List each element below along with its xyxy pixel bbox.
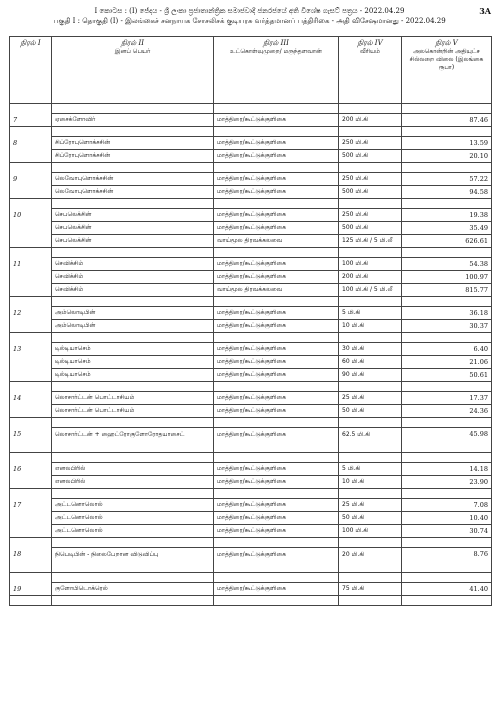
header-line-sinhala: I කොටස : (I) ජේදය - ශ්‍රී ලංකා ප්‍රජාතාන්ත්‍රික සමාජවාදී ජනරජයේ අති විශේෂ ගැසට් පත්‍රය - 2022.04.29 xyxy=(94,7,405,15)
spacer-cell xyxy=(402,453,492,463)
spacer-row xyxy=(10,382,492,392)
item-number: 17 xyxy=(10,499,52,512)
table-body xyxy=(10,104,492,606)
strength: 500 மி.கி xyxy=(339,186,402,199)
spacer-cell xyxy=(52,127,214,137)
spacer-row xyxy=(10,333,492,343)
max-retail-price: 36.18 xyxy=(402,307,492,320)
spacer-cell xyxy=(402,573,492,583)
spacer-row xyxy=(10,489,492,499)
drug-name: டில்டியாசெம் xyxy=(52,369,214,382)
table-row xyxy=(10,428,492,453)
item-number xyxy=(10,405,52,418)
strength: 62.5 மி.கி xyxy=(339,428,402,453)
spacer-cell xyxy=(339,538,402,548)
table-row xyxy=(10,284,492,297)
item-number xyxy=(10,476,52,489)
spacer-row xyxy=(10,199,492,209)
spacer-cell xyxy=(402,163,492,173)
item-number: 10 xyxy=(10,209,52,222)
spacer-cell xyxy=(10,418,52,428)
table-row xyxy=(10,369,492,382)
table-row xyxy=(10,343,492,356)
drug-name: எனலபிரில் xyxy=(52,476,214,489)
drug-name: செபலெக்சின் xyxy=(52,222,214,235)
max-retail-price: 21.06 xyxy=(402,356,492,369)
spacer-row xyxy=(10,297,492,307)
spacer-cell xyxy=(339,489,402,499)
dosage-form: மாத்திரை/கூட்டுக்குளிகை xyxy=(214,137,339,150)
spacer-cell xyxy=(52,163,214,173)
dosage-form: மாத்திரை/கூட்டுக்குளிகை xyxy=(214,463,339,476)
max-retail-price: 41.40 xyxy=(402,583,492,596)
spacer-cell xyxy=(339,453,402,463)
drug-name: லெவோபுளொக்சசின் xyxy=(52,186,214,199)
spacer-cell xyxy=(214,333,339,343)
dosage-form: மாத்திரை/கூட்டுக்குளிகை xyxy=(214,173,339,186)
spacer-cell xyxy=(52,199,214,209)
drug-name: குளோபிடொக்ரெல் xyxy=(52,583,214,596)
max-retail-price: 30.74 xyxy=(402,525,492,538)
item-number xyxy=(10,369,52,382)
max-retail-price: 87.46 xyxy=(402,114,492,127)
spacer-cell xyxy=(214,382,339,392)
table-row xyxy=(10,320,492,333)
item-number xyxy=(10,186,52,199)
spacer-cell xyxy=(214,453,339,463)
item-number: 9 xyxy=(10,173,52,186)
table-row xyxy=(10,307,492,320)
spacer-row xyxy=(10,573,492,583)
max-retail-price: 6.40 xyxy=(402,343,492,356)
table-header-row xyxy=(10,37,492,104)
spacer-cell xyxy=(10,573,52,583)
max-retail-price: 13.59 xyxy=(402,137,492,150)
dosage-form: மாத்திரை/கூட்டுக்குளிகை xyxy=(214,307,339,320)
dosage-form: மாத்திரை/கூட்டுக்குளிகை xyxy=(214,405,339,418)
spacer-cell xyxy=(214,163,339,173)
spacer-cell xyxy=(10,248,52,258)
max-retail-price: 50.61 xyxy=(402,369,492,382)
drug-name: அட்டனொலொல் xyxy=(52,512,214,525)
drug-name: சிப்ரோபுளொக்சசின் xyxy=(52,137,214,150)
drug-name: எனலபிரில் xyxy=(52,463,214,476)
max-retail-price: 24.36 xyxy=(402,405,492,418)
dosage-form: மாத்திரை/கூட்டுக்குளிகை xyxy=(214,548,339,573)
max-retail-price: 94.58 xyxy=(402,186,492,199)
spacer-cell xyxy=(402,418,492,428)
spacer-cell xyxy=(10,127,52,137)
dosage-form: மாத்திரை/கூட்டுக்குளிகை xyxy=(214,525,339,538)
item-number: 13 xyxy=(10,343,52,356)
table-row xyxy=(10,150,492,163)
spacer-cell xyxy=(52,596,214,606)
spacer-cell xyxy=(214,489,339,499)
column-header: நிரல் IV வீரியம் xyxy=(339,37,402,104)
strength: 100 மி.கி xyxy=(339,525,402,538)
max-retail-price: 30.37 xyxy=(402,320,492,333)
item-number xyxy=(10,150,52,163)
max-retail-price: 54.38 xyxy=(402,258,492,271)
spacer-cell xyxy=(402,297,492,307)
table-row xyxy=(10,114,492,127)
strength: 500 மி.கி xyxy=(339,150,402,163)
spacer-cell xyxy=(339,382,402,392)
spacer-cell xyxy=(214,104,339,114)
spacer-row xyxy=(10,596,492,606)
spacer-cell xyxy=(339,163,402,173)
table-row xyxy=(10,235,492,248)
table-row xyxy=(10,186,492,199)
drug-name: அம்லொடிபின் xyxy=(52,320,214,333)
spacer-cell xyxy=(339,418,402,428)
spacer-cell xyxy=(52,418,214,428)
strength: 10 மி.கி xyxy=(339,320,402,333)
strength: 125 மி.கி / 5 மி.லீ xyxy=(339,235,402,248)
item-number xyxy=(10,356,52,369)
strength: 5 மி.கி xyxy=(339,307,402,320)
strength: 25 மி.கி xyxy=(339,499,402,512)
spacer-row xyxy=(10,163,492,173)
table-row xyxy=(10,463,492,476)
spacer-row xyxy=(10,127,492,137)
strength: 30 மி.கி xyxy=(339,343,402,356)
max-retail-price: 35.49 xyxy=(402,222,492,235)
strength: 10 மி.கி xyxy=(339,476,402,489)
strength: 250 மி.கி xyxy=(339,173,402,186)
dosage-form: மாத்திரை/கூட்டுக்குளிகை xyxy=(214,476,339,489)
drug-name: அட்டனொலொல் xyxy=(52,499,214,512)
strength: 20 மி.கி xyxy=(339,548,402,573)
table-row xyxy=(10,356,492,369)
strength: 500 மி.கி xyxy=(339,222,402,235)
table-row xyxy=(10,525,492,538)
spacer-cell xyxy=(402,199,492,209)
spacer-cell xyxy=(214,199,339,209)
max-retail-price: 45.98 xyxy=(402,428,492,453)
item-number xyxy=(10,525,52,538)
item-number: 11 xyxy=(10,258,52,271)
table-row xyxy=(10,222,492,235)
item-number xyxy=(10,320,52,333)
column-header: நிரல் I xyxy=(10,37,52,104)
table-row xyxy=(10,405,492,418)
spacer-cell xyxy=(214,297,339,307)
strength: 100 மி.கி xyxy=(339,258,402,271)
item-number: 7 xyxy=(10,114,52,127)
spacer-cell xyxy=(52,382,214,392)
strength: 50 மி.கி xyxy=(339,512,402,525)
item-number xyxy=(10,271,52,284)
max-retail-price: 17.37 xyxy=(402,392,492,405)
spacer-cell xyxy=(52,104,214,114)
max-retail-price: 8.76 xyxy=(402,548,492,573)
spacer-cell xyxy=(402,127,492,137)
dosage-form: வாய்மூல திரவக்கலவை xyxy=(214,235,339,248)
drug-name: சிப்ரோபுளொக்சசின் xyxy=(52,150,214,163)
dosage-form: வாய்மூல திரவக்கலவை xyxy=(214,284,339,297)
spacer-cell xyxy=(339,333,402,343)
strength: 250 மி.கி xyxy=(339,209,402,222)
item-number: 16 xyxy=(10,463,52,476)
spacer-cell xyxy=(52,333,214,343)
item-number: 8 xyxy=(10,137,52,150)
item-number xyxy=(10,222,52,235)
strength: 50 மி.கி xyxy=(339,405,402,418)
price-table xyxy=(9,36,492,606)
spacer-cell xyxy=(339,127,402,137)
drug-name: அம்லொடிபின் xyxy=(52,307,214,320)
spacer-cell xyxy=(214,573,339,583)
column-header: நிரல் II இனப் பெயர் xyxy=(52,37,214,104)
spacer-cell xyxy=(10,333,52,343)
dosage-form: மாத்திரை/கூட்டுக்குளிகை xyxy=(214,271,339,284)
max-retail-price: 815.77 xyxy=(402,284,492,297)
strength: 200 மி.கி xyxy=(339,271,402,284)
spacer-cell xyxy=(402,489,492,499)
spacer-cell xyxy=(339,596,402,606)
spacer-cell xyxy=(402,104,492,114)
spacer-cell xyxy=(10,199,52,209)
spacer-row xyxy=(10,418,492,428)
max-retail-price: 7.08 xyxy=(402,499,492,512)
spacer-row xyxy=(10,453,492,463)
strength: 75 மி.கி xyxy=(339,583,402,596)
drug-name: டில்டியாசெம் xyxy=(52,343,214,356)
spacer-row xyxy=(10,538,492,548)
max-retail-price: 626.61 xyxy=(402,235,492,248)
spacer-cell xyxy=(214,418,339,428)
spacer-cell xyxy=(402,596,492,606)
dosage-form: மாத்திரை/கூட்டுக்குளிகை xyxy=(214,356,339,369)
header-line-tamil: பகுதி I : தொகுதி (I) - இலங்கைச் சனநாயக சோசலிசக் குடியரசு வர்த்தமானப் பத்திரிகை - அதி விசேஷமானது - 2022.04.29 xyxy=(53,17,446,25)
strength: 200 மி.கி xyxy=(339,114,402,127)
spacer-cell xyxy=(402,248,492,258)
item-number xyxy=(10,235,52,248)
dosage-form: மாத்திரை/கூட்டுக்குளிகை xyxy=(214,499,339,512)
drug-name: செவிக்சிம் xyxy=(52,271,214,284)
spacer-cell xyxy=(339,573,402,583)
spacer-cell xyxy=(10,453,52,463)
strength: 5 மி.கி xyxy=(339,463,402,476)
max-retail-price: 20.10 xyxy=(402,150,492,163)
drug-name: செவிக்சிம் xyxy=(52,284,214,297)
table-row xyxy=(10,209,492,222)
spacer-cell xyxy=(402,382,492,392)
max-retail-price: 23.90 xyxy=(402,476,492,489)
spacer-cell xyxy=(10,104,52,114)
drug-name: லொசார்ட்டன் பொட்டாசியம் xyxy=(52,405,214,418)
spacer-cell xyxy=(52,453,214,463)
strength: 250 மி.கி xyxy=(339,137,402,150)
drug-name: அட்டனொலொல் xyxy=(52,525,214,538)
item-number xyxy=(10,284,52,297)
drug-name: லொசார்ட்டன் + ஹைட்ரோகுளோரோதயாசைட் xyxy=(52,428,214,453)
dosage-form: மாத்திரை/கூட்டுக்குளிகை xyxy=(214,392,339,405)
dosage-form: மாத்திரை/கூட்டுக்குளிகை xyxy=(214,320,339,333)
spacer-cell xyxy=(52,538,214,548)
item-number: 18 xyxy=(10,548,52,573)
spacer-cell xyxy=(214,127,339,137)
dosage-form: மாத்திரை/கூட்டுக்குளிகை xyxy=(214,343,339,356)
strength: 60 மி.கி xyxy=(339,356,402,369)
spacer-cell xyxy=(10,163,52,173)
spacer-cell xyxy=(339,199,402,209)
page-number: 3A xyxy=(479,6,491,16)
spacer-cell xyxy=(339,248,402,258)
item-number xyxy=(10,512,52,525)
drug-name: நிபெடிபின் - நிலைபேறான விடுவிப்பு xyxy=(52,548,214,573)
dosage-form: மாத்திரை/கூட்டுக்குளிகை xyxy=(214,258,339,271)
table-row xyxy=(10,392,492,405)
item-number: 19 xyxy=(10,583,52,596)
spacer-row xyxy=(10,248,492,258)
table-row xyxy=(10,512,492,525)
table-row xyxy=(10,173,492,186)
drug-name: லெவோபுளொக்சசின் xyxy=(52,173,214,186)
spacer-cell xyxy=(10,596,52,606)
spacer-cell xyxy=(52,248,214,258)
spacer-cell xyxy=(402,538,492,548)
drug-name: செபலெக்சின் xyxy=(52,235,214,248)
table-row xyxy=(10,137,492,150)
strength: 100 மி.கி / 5 மி.லீ xyxy=(339,284,402,297)
max-retail-price: 19.38 xyxy=(402,209,492,222)
spacer-cell xyxy=(214,596,339,606)
table-row xyxy=(10,271,492,284)
spacer-cell xyxy=(52,489,214,499)
drug-name: செபலெக்சின் xyxy=(52,209,214,222)
spacer-cell xyxy=(10,538,52,548)
max-retail-price: 100.97 xyxy=(402,271,492,284)
spacer-cell xyxy=(214,538,339,548)
spacer-cell xyxy=(10,489,52,499)
dosage-form: மாத்திரை/கூட்டுக்குளிகை xyxy=(214,583,339,596)
dosage-form: மாத்திரை/கூட்டுக்குளிகை xyxy=(214,209,339,222)
spacer-cell xyxy=(10,297,52,307)
dosage-form: மாத்திரை/கூட்டுக்குளிகை xyxy=(214,512,339,525)
spacer-cell xyxy=(339,104,402,114)
drug-name: லொசார்ட்டன் பொட்டாசியம் xyxy=(52,392,214,405)
item-number: 12 xyxy=(10,307,52,320)
table-row xyxy=(10,258,492,271)
spacer-cell xyxy=(52,297,214,307)
dosage-form: மாத்திரை/கூட்டுக்குளிகை xyxy=(214,222,339,235)
dosage-form: மாத்திரை/கூட்டுக்குளிகை xyxy=(214,428,339,453)
max-retail-price: 10.40 xyxy=(402,512,492,525)
spacer-cell xyxy=(214,248,339,258)
table-row xyxy=(10,548,492,573)
max-retail-price: 14.18 xyxy=(402,463,492,476)
dosage-form: மாத்திரை/கூட்டுக்குளிகை xyxy=(214,150,339,163)
column-header: நிரல் V அலகொன்றின் அதியுட்ச சில்லறை விலை (இலங்கை ரூபா) xyxy=(402,37,492,104)
spacer-cell xyxy=(339,297,402,307)
table-row xyxy=(10,476,492,489)
drug-name: செவிக்சிம் xyxy=(52,258,214,271)
spacer-cell xyxy=(52,573,214,583)
drug-name: டில்டியாசெம் xyxy=(52,356,214,369)
dosage-form: மாத்திரை/கூட்டுக்குளிகை xyxy=(214,186,339,199)
item-number: 14 xyxy=(10,392,52,405)
item-number: 15 xyxy=(10,428,52,453)
strength: 25 மி.கி xyxy=(339,392,402,405)
spacer-row xyxy=(10,104,492,114)
dosage-form: மாத்திரை/கூட்டுக்குளிகை xyxy=(214,114,339,127)
strength: 90 மி.கி xyxy=(339,369,402,382)
gazette-header xyxy=(0,6,499,26)
table-row xyxy=(10,583,492,596)
spacer-cell xyxy=(402,333,492,343)
spacer-cell xyxy=(10,382,52,392)
drug-name: ஏசைக்ளோவிர் xyxy=(52,114,214,127)
table-row xyxy=(10,499,492,512)
max-retail-price: 57.22 xyxy=(402,173,492,186)
column-header: நிரல் III உட்கொள்வுமுறை/ மருந்தளவான் xyxy=(214,37,339,104)
dosage-form: மாத்திரை/கூட்டுக்குளிகை xyxy=(214,369,339,382)
